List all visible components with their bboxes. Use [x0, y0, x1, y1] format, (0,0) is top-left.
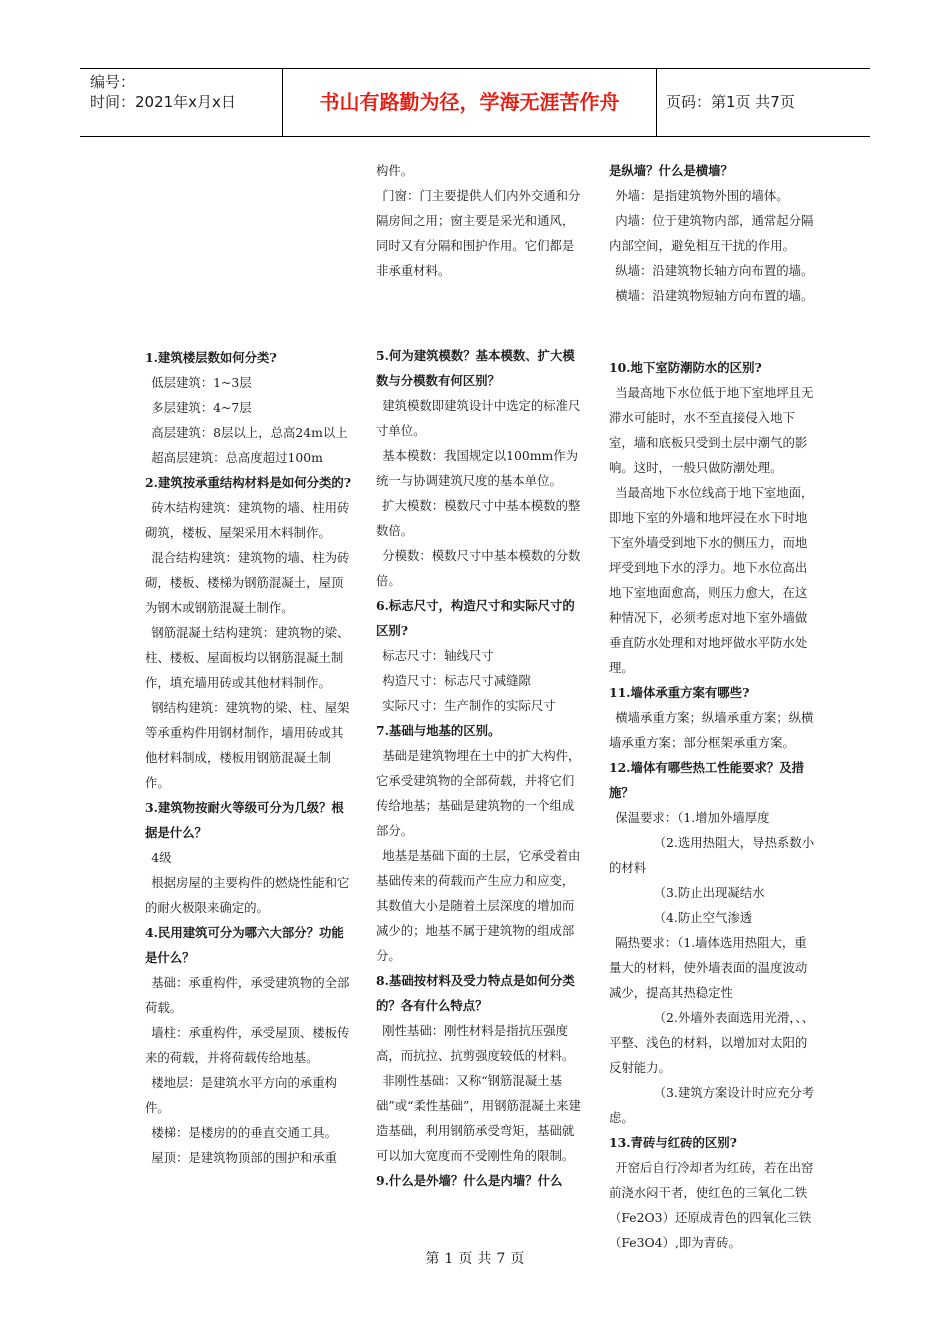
answer-text: 多层建筑：4~7层 [151, 400, 252, 415]
column-3 [609, 158, 816, 1255]
answer-text: 地基是基础下面的土层，它承受着由基础传来的荷载而产生应力和应变，其数值大小是随着土层深度的增加而减少的；地基不属于建筑物的组成部分。 [376, 848, 581, 963]
answer-text: 混合结构建筑：建筑物的墙、柱为砖砌，楼板、楼梯为钢筋混凝土，屋顶为钢木或钢筋混凝土制作。 [145, 550, 350, 615]
answer-text: 内墙：位于建筑物内部，通常起分隔内部空间，避免相互干扰的作用。 [609, 213, 814, 253]
header-motto: 书山有路勤为径，学海无涯苦作舟 [283, 69, 657, 136]
answer-text: 当最高地下水位线高于地下室地面，即地下室的外墙和地坪浸在水下时地下室外墙受到地下水的侧压力，而地坪受到地下水的浮力。地下水位高出地下室地面愈高，则压力愈大，在这种情况下，必须考虑对地下室外墙做垂直防水处理和对地坪做水平防水处理。 [609, 485, 814, 675]
question-heading: 2.建筑按承重结构材料是如何分类的? [145, 475, 352, 490]
answer-text: 4级 [151, 850, 172, 865]
answer-text: 高层建筑：8层以上，总高24m以上 [151, 425, 348, 440]
column-2 [376, 158, 583, 1193]
header-page-label: 页码：第1页 共7页 [666, 93, 795, 111]
question-heading: 10.地下室防潮防水的区别? [609, 360, 762, 375]
answer-text: 墙柱：承重构件，承受屋顶、楼板传来的荷载，并将荷载传给地基。 [145, 1025, 350, 1065]
answer-text: （2.选用热阻大，导热系数小的材料 [609, 835, 815, 875]
answer-text: 实际尺寸：生产制作的实际尺寸 [382, 698, 556, 713]
answer-text: 横墙：沿建筑物短轴方向布置的墙。 [615, 288, 814, 303]
answer-text: （3.建筑方案设计时应充分考虑。 [609, 1085, 815, 1125]
column-1 [145, 345, 352, 1170]
question-heading: 3.建筑物按耐火等级可分为几级？根据是什么？ [145, 800, 344, 840]
answer-text: 标志尺寸：轴线尺寸 [382, 648, 494, 663]
answer-text: 钢结构建筑：建筑物的梁、柱、屋架等承重构件用钢材制作，墙用砖或其他材料制成，楼板用钢筋混凝土制作。 [145, 700, 350, 790]
answer-text: 当最高地下水位低于地下室地坪且无滞水可能时，水不至直接侵入地下室，墙和底板只受到土层中潮气的影响。这时，一般只做防潮处理。 [609, 385, 814, 475]
answer-text: 构件。 [376, 163, 414, 178]
answer-text: 楼梯：是楼房的的垂直交通工具。 [151, 1125, 338, 1140]
answer-text: 横墙承重方案；纵墙承重方案；纵横墙承重方案；部分框架承重方案。 [609, 710, 814, 750]
answer-text: 刚性基础：刚性材料是指抗压强度高，而抗拉、抗剪强度较低的材料。 [376, 1023, 575, 1063]
question-heading: 7.基础与地基的区别。 [376, 723, 501, 738]
answer-text: （4.防止空气渗透 [653, 910, 753, 925]
answer-text: 根据房屋的主要构件的燃烧性能和它的耐火极限来确定的。 [145, 875, 350, 915]
question-heading: 8.基础按材料及受力特点是如何分类的？各有什么特点？ [376, 973, 575, 1013]
answer-text: 开窑后自行冷却者为红砖，若在出窑前浇水闷干者，使红色的三氧化二铁（Fe2O3）还原成青色的四氧化三铁（Fe3O4）,即为青砖。 [609, 1160, 814, 1250]
answer-text: 超高层建筑：总高度超过100m [151, 450, 323, 465]
answer-text: 非刚性基础：又称“钢筋混凝土基础”或“柔性基础”，用钢筋混凝土来建造基础，利用钢筋承受弯矩，基础就可以加大宽度而不受刚性角的限制。 [376, 1073, 581, 1163]
answer-text: 保温要求：（1.增加外墙厚度 [615, 810, 770, 825]
question-heading: 5.何为建筑模数？基本模数、扩大模数与分模数有何区别？ [376, 348, 575, 388]
answer-text: 低层建筑：1~3层 [151, 375, 252, 390]
page-footer: 第 1 页 共 7 页 [425, 1251, 525, 1267]
answer-text: 基础：承重构件，承受建筑物的全部荷载。 [145, 975, 350, 1015]
answer-text: 分模数：模数尺寸中基本模数的分数倍。 [376, 548, 581, 588]
answer-text: 基本模数：我国规定以100mm作为统一与协调建筑尺度的基本单位。 [376, 448, 579, 488]
answer-text: 构造尺寸：标志尺寸减缝隙 [382, 673, 531, 688]
answer-text: 建筑模数即建筑设计中选定的标准尺寸单位。 [376, 398, 581, 438]
question-heading: 6.标志尺寸，构造尺寸和实际尺寸的区别? [376, 598, 575, 638]
answer-text: 纵墙：沿建筑物长轴方向布置的墙。 [615, 263, 814, 278]
question-heading: 12.墙体有哪些热工性能要求？及措施？ [609, 760, 805, 800]
answer-text: 钢筋混凝土结构建筑：建筑物的梁、柱、楼板、屋面板均以钢筋混凝土制作，填充墙用砖或其他材料制作。 [145, 625, 350, 690]
question-heading: 9.什么是外墙？什么是内墙？什么 [376, 1173, 563, 1188]
answer-text: 基础是建筑物埋在土中的扩大构件，它承受建筑物的全部荷载，并将它们传给地基；基础是建筑物的一个组成部分。 [376, 748, 581, 838]
question-heading: 11.墙体承重方案有哪些? [609, 685, 750, 700]
answer-text: （3.防止出现凝结水 [653, 885, 765, 900]
answer-text: 屋顶：是建筑物顶部的围护和承重 [151, 1150, 338, 1165]
question-heading: 4.民用建筑可分为哪六大部分？功能是什么？ [145, 925, 344, 965]
answer-text: 扩大模数：模数尺寸中基本模数的整数倍。 [376, 498, 581, 538]
answer-text: 外墙：是指建筑物外围的墙体。 [615, 188, 789, 203]
answer-text: 砖木结构建筑：建筑物的墙、柱用砖砌筑，楼板、屋架采用木料制作。 [145, 500, 350, 540]
answer-text: 门窗：门主要提供人们内外交通和分隔房间之用；窗主要是采光和通风，同时又有分隔和围护作用。它们都是非承重材料。 [376, 188, 581, 278]
time-label: 时间：2021年x月x日 [90, 93, 236, 111]
question-heading: 13.青砖与红砖的区别? [609, 1135, 737, 1150]
header-meta [80, 69, 283, 136]
page-header [80, 68, 870, 137]
number-label: 编号： [90, 73, 136, 91]
answer-text: 楼地层：是建筑水平方向的承重构件。 [145, 1075, 338, 1115]
answer-text: （2.外墙外表面选用光滑，、、平整、浅色的材料，以增加对太阳的反射能力。 [609, 1010, 815, 1075]
answer-text: 隔热要求：（1.墙体选用热阻大，重量大的材料，使外墙表面的温度波动减少，提高其热稳定性 [609, 935, 808, 1000]
question-heading: 是纵墙？什么是横墙？ [609, 163, 733, 178]
question-heading: 1.建筑楼层数如何分类? [145, 350, 277, 365]
